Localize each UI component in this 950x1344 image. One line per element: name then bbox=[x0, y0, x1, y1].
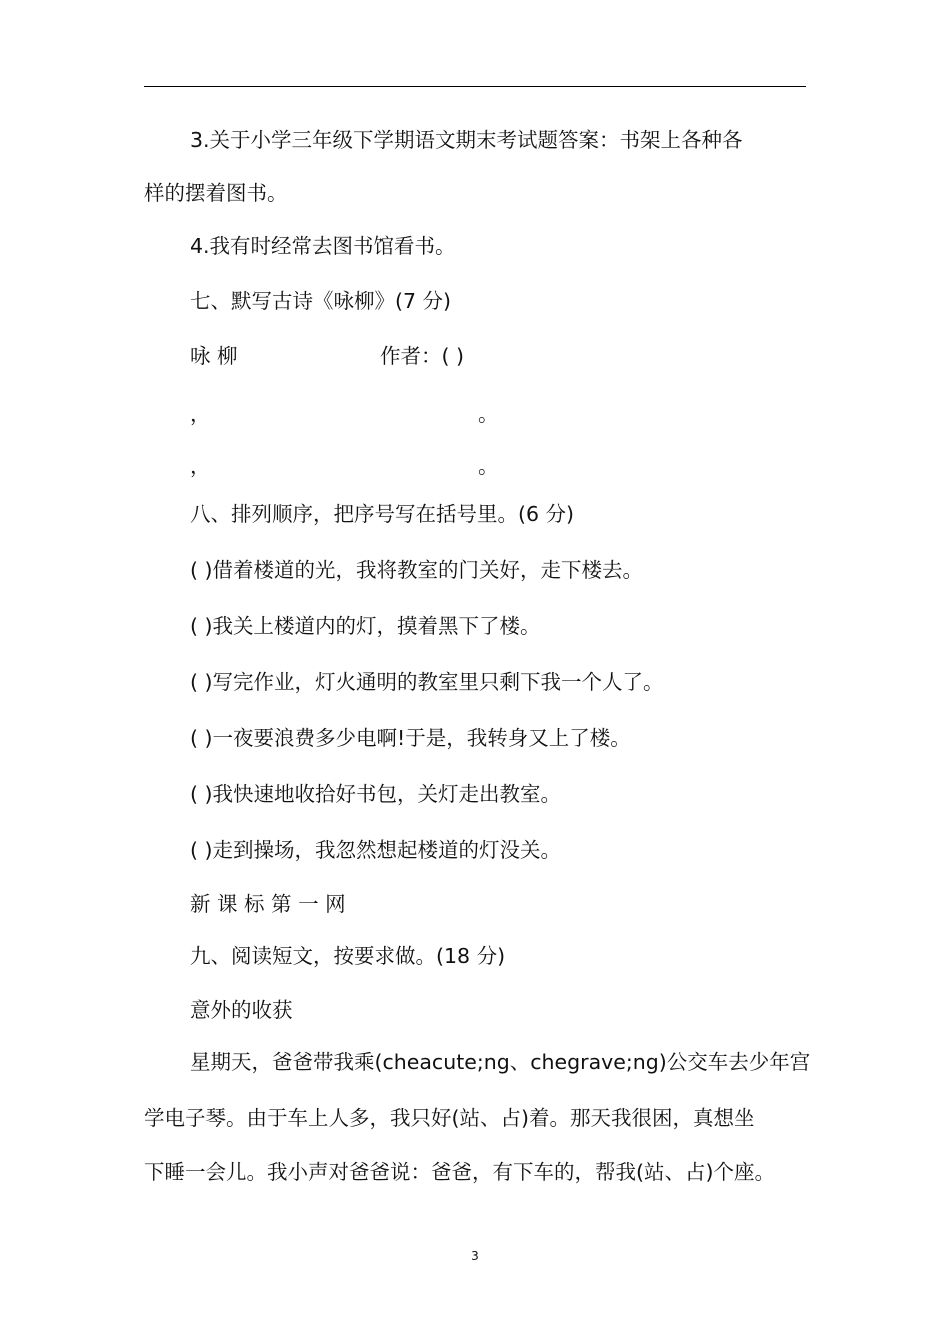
story-line-2: 学电子琴。由于车上人多，我只好(站、占)着。那天我很困，真想坐 bbox=[144, 1106, 755, 1130]
order-item: ( )我快速地收拾好书包，关灯走出教室。 bbox=[190, 782, 562, 806]
poem-line-2-comma: ， bbox=[190, 454, 211, 478]
question-3-line-2: 样的摆着图书。 bbox=[144, 181, 288, 205]
header-rule bbox=[144, 86, 806, 87]
page-number: 3 bbox=[471, 1249, 479, 1263]
section-8-title: 八、排列顺序，把序号写在括号里。(6 分) bbox=[190, 502, 575, 526]
question-4: 4.我有时经常去图书馆看书。 bbox=[190, 234, 456, 258]
question-3-line-1: 3.关于小学三年级下学期语文期末考试题答案：书架上各种各 bbox=[190, 128, 743, 152]
poem-line-1-comma: ， bbox=[190, 402, 211, 426]
order-item: ( )一夜要浪费多少电啊!于是，我转身又上了楼。 bbox=[190, 726, 631, 750]
story-line-3: 下睡一会儿。我小声对爸爸说：爸爸，有下车的，帮我(站、占)个座。 bbox=[144, 1160, 775, 1184]
order-item: ( )走到操场，我忽然想起楼道的灯没关。 bbox=[190, 838, 562, 862]
poem-line-2-period: 。 bbox=[478, 454, 499, 478]
watermark-text: 新 课 标 第 一 网 bbox=[190, 892, 346, 916]
poem-author-label: 作者：( ) bbox=[380, 344, 465, 368]
order-item: ( )我关上楼道内的灯，摸着黑下了楼。 bbox=[190, 614, 541, 638]
poem-line-1-period: 。 bbox=[478, 402, 499, 426]
order-item: ( )借着楼道的光，我将教室的门关好，走下楼去。 bbox=[190, 558, 644, 582]
section-7-title: 七、默写古诗《咏柳》(7 分) bbox=[190, 289, 452, 313]
section-9-title: 九、阅读短文，按要求做。(18 分) bbox=[190, 944, 506, 968]
story-title: 意外的收获 bbox=[190, 998, 293, 1022]
poem-title: 咏 柳 bbox=[190, 344, 238, 368]
story-line-1: 星期天，爸爸带我乘(cheacute;ng、chegrave;ng)公交车去少年宫 bbox=[190, 1050, 811, 1074]
order-item: ( )写完作业，灯火通明的教室里只剩下我一个人了。 bbox=[190, 670, 664, 694]
